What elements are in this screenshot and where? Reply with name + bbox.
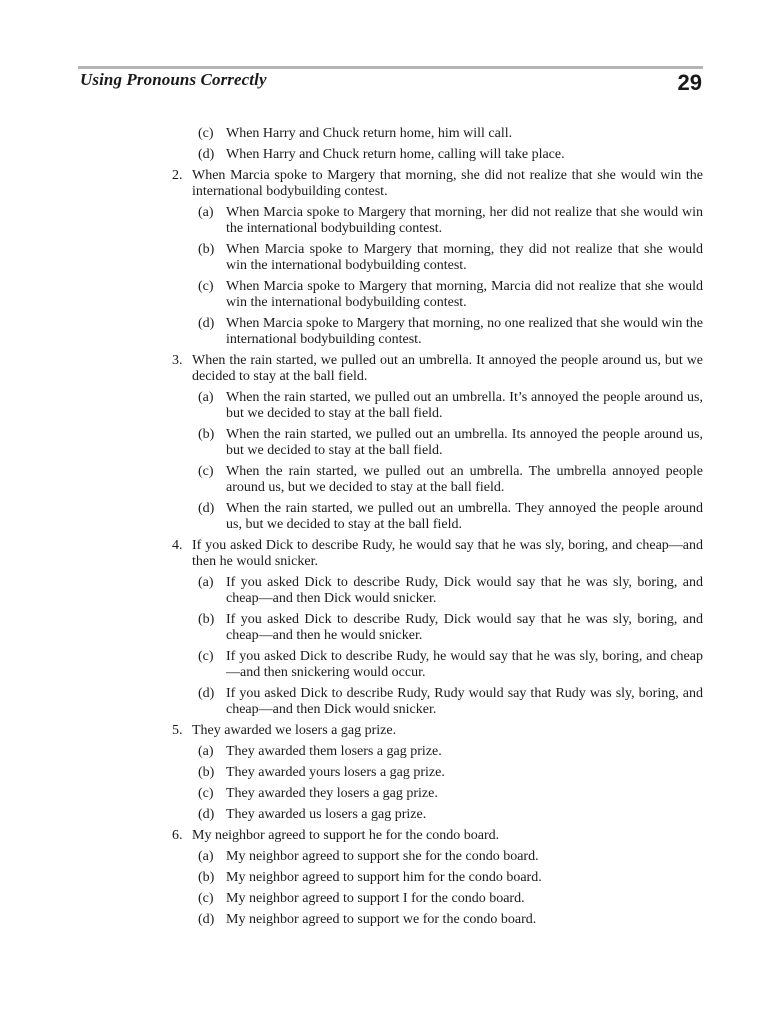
question-2 [172,168,703,348]
option-text: My neighbor agreed to support we for the condo board. [226,912,537,927]
option [192,464,703,496]
option-text: When the rain started, we pulled out an umbrella. Its annoyed the people around us, but we decided to stay at the ball field. [226,427,703,458]
option-text: When Marcia spoke to Margery that morning, Marcia did not realize that she would win the international bodybuilding contest. [226,279,703,310]
option-text: They awarded yours losers a gag prize. [226,765,445,780]
option-text: When the rain started, we pulled out an umbrella. It’s annoyed the people around us, but we decided to stay at the ball field. [226,390,703,421]
option-text: If you asked Dick to describe Rudy, Rudy would say that Rudy was sly, boring, and cheap—and then Dick would snicker. [226,686,703,717]
option [192,205,703,237]
option-label: (b) [198,612,215,627]
option-text: If you asked Dick to describe Rudy, Dick would say that he was sly, boring, and cheap—and then Dick would snicker. [226,575,703,606]
option-label: (b) [198,427,215,442]
option-text: When Marcia spoke to Margery that morning, no one realized that she would win the international bodybuilding contest. [226,316,703,347]
option [192,316,703,348]
option [192,649,703,681]
option [192,686,703,718]
option-text: If you asked Dick to describe Rudy, Dick would say that he was sly, boring, and cheap—and then he would snicker. [226,612,703,643]
option-label: (d) [198,807,215,822]
page-number: 29 [677,70,702,95]
option [192,849,703,865]
option [192,575,703,607]
option [192,390,703,422]
option-label: (c) [198,891,214,906]
question-3 [172,353,703,533]
option-label: (d) [198,686,215,701]
option-label: (d) [198,316,215,331]
exercise-content [172,126,703,928]
option-text: If you asked Dick to describe Rudy, he would say that he was sly, boring, and cheap—and then snickering would occur. [226,649,703,680]
option [192,807,703,823]
header-rule [78,66,703,69]
question-5 [172,723,703,823]
option-label: (d) [198,912,215,927]
running-head: Using Pronouns Correctly [80,70,267,89]
option-text: When Harry and Chuck return home, him will call. [226,126,513,141]
option [192,744,703,760]
option-text: My neighbor agreed to support I for the condo board. [226,891,525,906]
option [172,126,703,142]
option-label: (a) [198,205,214,220]
option-text: My neighbor agreed to support she for the condo board. [226,849,539,864]
question-number: 2. [172,168,183,183]
question-text: If you asked Dick to describe Rudy, he would say that he was sly, boring, and cheap—and then he would snicker. [192,538,703,569]
option-label: (c) [198,464,214,479]
option-text: When Marcia spoke to Margery that morning, they did not realize that she would win the international bodybuilding contest. [226,242,703,273]
option [192,891,703,907]
option-label: (a) [198,390,214,405]
option-label: (b) [198,242,215,257]
option-label: (b) [198,870,215,885]
option [192,279,703,311]
option [192,612,703,644]
option-text: When Marcia spoke to Margery that morning, her did not realize that she would win the international bodybuilding contest. [226,205,703,236]
option-text: When Harry and Chuck return home, calling will take place. [226,147,565,162]
option-label: (b) [198,765,215,780]
option [192,765,703,781]
option [172,147,703,163]
question-text: When Marcia spoke to Margery that morning, she did not realize that she would win the international bodybuilding contest. [192,168,703,199]
option [192,912,703,928]
question-6 [172,828,703,928]
question-text: They awarded we losers a gag prize. [192,723,397,738]
option-text: They awarded us losers a gag prize. [226,807,427,822]
question-number: 3. [172,353,183,368]
option-label: (a) [198,575,214,590]
option-label: (c) [198,786,214,801]
option [192,501,703,533]
question-4 [172,538,703,718]
option [192,786,703,802]
option-label: (c) [198,126,214,141]
option [192,427,703,459]
option-label: (c) [198,279,214,294]
option [192,870,703,886]
question-number: 5. [172,723,183,738]
option-text: When the rain started, we pulled out an umbrella. They annoyed the people around us, but we decided to stay at the ball field. [226,501,703,532]
question-number: 4. [172,538,183,553]
option-label: (a) [198,744,214,759]
continued-options [172,126,703,163]
option-text: My neighbor agreed to support him for the condo board. [226,870,542,885]
option-text: When the rain started, we pulled out an umbrella. The umbrella annoyed people around us, but we decided to stay at the ball field. [226,464,703,495]
option-label: (a) [198,849,214,864]
option-text: They awarded they losers a gag prize. [226,786,438,801]
question-text: My neighbor agreed to support he for the condo board. [192,828,500,843]
option-label: (c) [198,649,214,664]
option-text: They awarded them losers a gag prize. [226,744,442,759]
option-label: (d) [198,147,215,162]
question-number: 6. [172,828,183,843]
option-label: (d) [198,501,215,516]
option [192,242,703,274]
question-text: When the rain started, we pulled out an umbrella. It annoyed the people around us, but we decided to stay at the ball field. [192,353,703,384]
